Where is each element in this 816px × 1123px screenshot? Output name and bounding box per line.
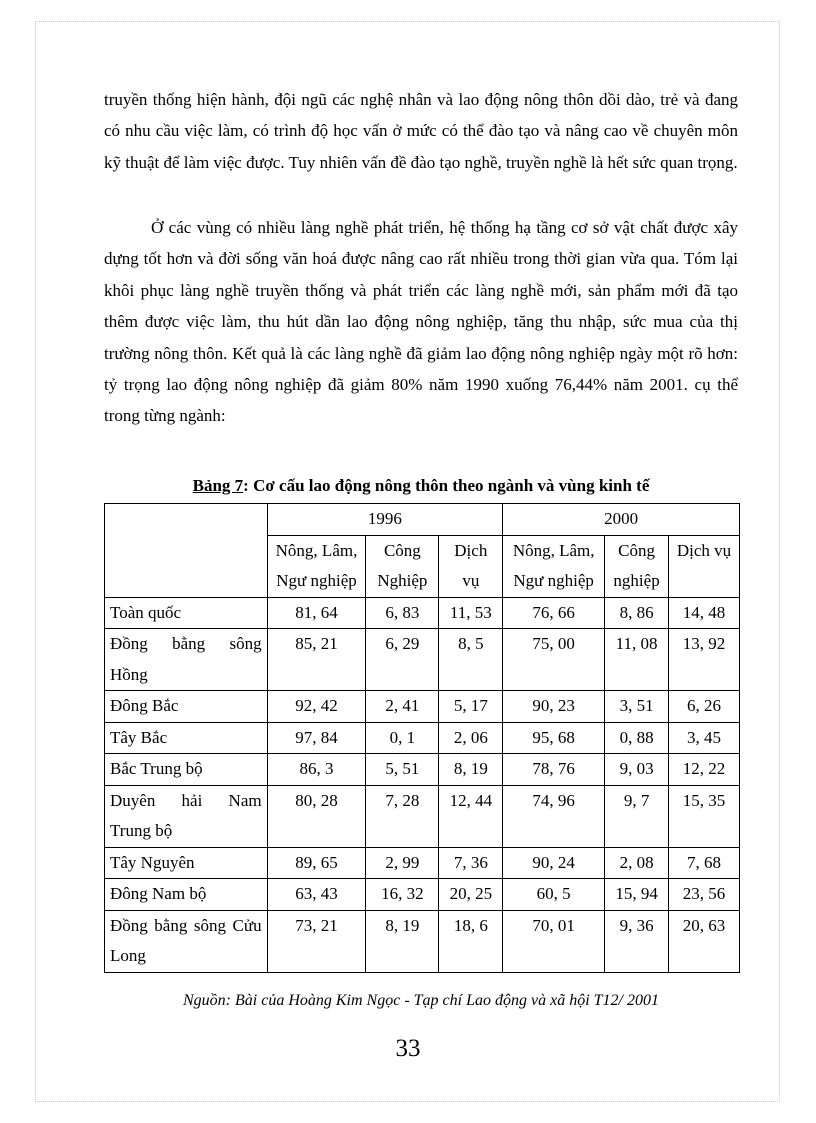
- sector-header: Dịch vụ: [439, 535, 503, 597]
- value-cell: 23, 56: [669, 879, 740, 911]
- value-cell: 74, 96: [503, 785, 605, 847]
- value-cell: 11, 53: [439, 597, 503, 629]
- value-cell: 5, 51: [366, 754, 439, 786]
- value-cell: 95, 68: [503, 722, 605, 754]
- value-cell: 8, 86: [605, 597, 669, 629]
- region-cell: Toàn quốc: [105, 597, 268, 629]
- value-cell: 20, 63: [669, 910, 740, 972]
- region-cell: Duyên hải Nam Trung bộ: [105, 785, 268, 847]
- table-row: [105, 629, 740, 691]
- value-cell: 9, 7: [605, 785, 669, 847]
- value-cell: 12, 44: [439, 785, 503, 847]
- sector-header: Nông, Lâm, Ngư nghiệp: [503, 535, 605, 597]
- value-cell: 90, 24: [503, 847, 605, 879]
- value-cell: 16, 32: [366, 879, 439, 911]
- year-header-1996: 1996: [267, 504, 503, 536]
- value-cell: 15, 35: [669, 785, 740, 847]
- value-cell: 5, 17: [439, 691, 503, 723]
- region-cell: Tây Nguyên: [105, 847, 268, 879]
- table-caption: [104, 476, 738, 496]
- value-cell: 7, 68: [669, 847, 740, 879]
- value-cell: 18, 6: [439, 910, 503, 972]
- value-cell: 85, 21: [267, 629, 366, 691]
- paragraph-2: Ở các vùng có nhiều làng nghề phát triển, hệ thống hạ tầng cơ sở vật chất được xây dựng tốt hơn và đời sống văn hoá được nâng cao rất nhiều trong thời gian vừa qua. Tóm lại khôi phục làng nghề truyền thống và phát triển các làng nghề mới, sản phẩm mới đã tạo thêm được việc làm, thu hút dần lao động nông nghiệp, tăng thu nhập, sức mua của thị trường nông thôn. Kết quả là các làng nghề đã giảm lao động nông nghiệp ngày một rõ hơn: tỷ trọng lao động nông nghiệp đã giảm 80% năm 1990 xuống 76,44% năm 2001. cụ thể trong từng ngành:: [104, 218, 738, 426]
- region-cell: Bắc Trung bộ: [105, 754, 268, 786]
- value-cell: 7, 28: [366, 785, 439, 847]
- value-cell: 13, 92: [669, 629, 740, 691]
- value-cell: 7, 36: [439, 847, 503, 879]
- value-cell: 9, 36: [605, 910, 669, 972]
- value-cell: 73, 21: [267, 910, 366, 972]
- labor-structure-table: [104, 503, 740, 973]
- value-cell: 6, 26: [669, 691, 740, 723]
- value-cell: 12, 22: [669, 754, 740, 786]
- table-header-years: [105, 504, 740, 536]
- value-cell: 92, 42: [267, 691, 366, 723]
- value-cell: 3, 45: [669, 722, 740, 754]
- value-cell: 75, 00: [503, 629, 605, 691]
- value-cell: 9, 03: [605, 754, 669, 786]
- value-cell: 8, 19: [439, 754, 503, 786]
- value-cell: 2, 99: [366, 847, 439, 879]
- value-cell: 11, 08: [605, 629, 669, 691]
- table-row: [105, 754, 740, 786]
- region-cell: Đồng bằng sông Hồng: [105, 629, 268, 691]
- value-cell: 2, 08: [605, 847, 669, 879]
- table-row: [105, 847, 740, 879]
- value-cell: 3, 51: [605, 691, 669, 723]
- value-cell: 81, 64: [267, 597, 366, 629]
- page-number: 33: [395, 1035, 421, 1062]
- value-cell: 60, 5: [503, 879, 605, 911]
- table-body: [105, 597, 740, 972]
- value-cell: 90, 23: [503, 691, 605, 723]
- region-cell: Đông Nam bộ: [105, 879, 268, 911]
- value-cell: 76, 66: [503, 597, 605, 629]
- value-cell: 14, 48: [669, 597, 740, 629]
- value-cell: 2, 06: [439, 722, 503, 754]
- value-cell: 8, 19: [366, 910, 439, 972]
- region-cell: Đông Bắc: [105, 691, 268, 723]
- value-cell: 80, 28: [267, 785, 366, 847]
- table-row: [105, 785, 740, 847]
- sector-header: Công Nghiệp: [366, 535, 439, 597]
- value-cell: 2, 41: [366, 691, 439, 723]
- region-cell: Đồng bằng sông Cửu Long: [105, 910, 268, 972]
- value-cell: 70, 01: [503, 910, 605, 972]
- region-cell: Tây Bắc: [105, 722, 268, 754]
- table-row: [105, 691, 740, 723]
- value-cell: 6, 29: [366, 629, 439, 691]
- value-cell: 8, 5: [439, 629, 503, 691]
- source-note: Nguồn: Bài của Hoàng Kim Ngọc - Tạp chí Lao động và xã hội T12/ 2001: [183, 992, 659, 1009]
- value-cell: 97, 84: [267, 722, 366, 754]
- value-cell: 63, 43: [267, 879, 366, 911]
- value-cell: 6, 83: [366, 597, 439, 629]
- sector-header: Dịch vụ: [669, 535, 740, 597]
- value-cell: 78, 76: [503, 754, 605, 786]
- paragraph-1: truyền thống hiện hành, đội ngũ các nghệ nhân và lao động nông thôn dồi dào, trẻ và đang có nhu cầu việc làm, có trình độ học vấn ở mức có thể đào tạo và nâng cao về chuyên môn kỹ thuật để làm việc được. Tuy nhiên vấn đề đào tạo nghề, truyền nghề là hết sức quan trọng.: [104, 90, 738, 172]
- sector-header: Nông, Lâm, Ngư nghiệp: [267, 535, 366, 597]
- value-cell: 0, 1: [366, 722, 439, 754]
- table-caption-label: Bảng 7: [192, 476, 244, 495]
- year-header-2000: 2000: [503, 504, 740, 536]
- header-corner-cell: [105, 504, 268, 598]
- sector-header: Công nghiệp: [605, 535, 669, 597]
- value-cell: 20, 25: [439, 879, 503, 911]
- table-row: [105, 910, 740, 972]
- value-cell: 0, 88: [605, 722, 669, 754]
- table-row: [105, 597, 740, 629]
- value-cell: 89, 65: [267, 847, 366, 879]
- value-cell: 15, 94: [605, 879, 669, 911]
- table-row: [105, 722, 740, 754]
- table-caption-title: : Cơ cấu lao động nông thôn theo ngành và vùng kinh tế: [243, 476, 650, 495]
- value-cell: 86, 3: [267, 754, 366, 786]
- table-row: [105, 879, 740, 911]
